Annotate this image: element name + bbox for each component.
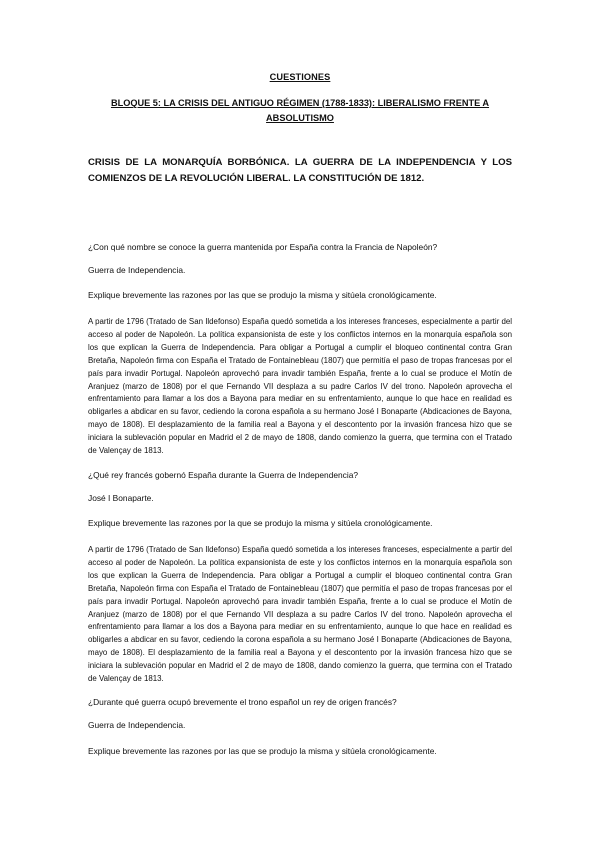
explain-2-text: Explique brevemente las razones por la que se produjo la misma y sitúela cronológicamente. bbox=[88, 518, 433, 528]
page-subtitle: BLOQUE 5: LA CRISIS DEL ANTIGUO RÉGIMEN (1788-1833): LIBERALISMO FRENTE A ABSOLUTISMO bbox=[110, 98, 490, 123]
section-title: CRISIS DE LA MONARQUÍA BORBÓNICA. LA GUERRA DE LA INDEPENDENCIA Y LOS COMIENZOS DE LA REVOLUCIÓN LIBERAL. LA CONSTITUCIÓN DE 1812. bbox=[88, 157, 512, 184]
paragraph-1-text: A partir de 1796 (Tratado de San Ildefonso) España quedó sometida a los intereses franceses, especialmente a partir del acceso al poder de Napoleón. La política expansionista de este y los conflictos internos en la monarquía española son los que explican la Guerra de Independencia. Para obligar a Portugal a cumplir el bloqueo continental contra Gran Bretaña, Napoleón firma con España el Tratado de Fontainebleau (1807) que permitía el paso de tropas francesas por el país para invadir Portugal. Napoleón aprovechó para invadir también España, frente a lo cual se produce el Motín de Aranjuez (marzo de 1808) por el que Fernando VII desplaza a su padre Carlos IV del trono. Napoleón aprovecha el enfrentamiento para llamar a los dos a Bayona para mediar en su enfrentamiento, aunque lo que hace en realidad es obligarles a abdicar en su favor, cediendo la corona española a su hermano José I Bonaparte (Abdicaciones de Bayona, mayo de 1808). El desplazamiento de la familia real a Bayona y el descontento por la invasión francesa hizo que se iniciara la sublevación popular en Madrid el 2 de mayo de 1808, dando comienzo la guerra, que termina con el Tratado de Valençay de 1813. bbox=[88, 317, 512, 456]
question-2-text: ¿Qué rey francés gobernó España durante la Guerra de Independencia? bbox=[88, 470, 359, 480]
question-1-text: ¿Con qué nombre se conoce la guerra mantenida por España contra la Francia de Napoleón? bbox=[88, 242, 438, 252]
question-3-text: ¿Durante qué guerra ocupó brevemente el trono español un rey de origen francés? bbox=[88, 697, 397, 707]
page-title: CUESTIONES bbox=[269, 72, 331, 82]
paragraph-2-text: A partir de 1796 (Tratado de San Ildefonso) España quedó sometida a los intereses franceses, especialmente a partir del acceso al poder de Napoleón. La política expansionista de este y los conflictos internos en la monarquía española son los que explican la Guerra de Independencia. Para obligar a Portugal a cumplir el bloqueo continental contra Gran Bretaña, Napoleón firma con España el Tratado de Fontainebleau (1807) que permitía el paso de tropas francesas por el país para invadir Portugal. Napoleón aprovechó para invadir también España, frente a lo cual se produce el Motín de Aranjuez (marzo de 1808) por el que Fernando VII desplaza a su padre Carlos IV del trono. Napoleón aprovecha el enfrentamiento para llamar a los dos a Bayona para mediar en su enfrentamiento, aunque lo que hace en realidad es obligarles a abdicar en su favor, cediendo la corona española a su hermano José I Bonaparte (Abdicaciones de Bayona, mayo de 1808). El desplazamiento de la familia real a Bayona y el descontento por la invasión francesa hizo que se iniciara la sublevación popular en Madrid el 2 de mayo de 1808, dando comienzo la guerra, que termina con el Tratado de Valençay de 1813. bbox=[88, 545, 512, 684]
answer-2-text: José I Bonaparte. bbox=[88, 493, 154, 503]
explain-3-text: Explique brevemente las razones por las que se produjo la misma y sitúela cronológicamente. bbox=[88, 746, 437, 756]
answer-1-text: Guerra de Independencia. bbox=[88, 265, 186, 275]
answer-3-text: Guerra de Independencia. bbox=[88, 720, 186, 730]
explain-1-text: Explique brevemente las razones por las que se produjo la misma y sitúela cronológicamente. bbox=[88, 290, 437, 300]
